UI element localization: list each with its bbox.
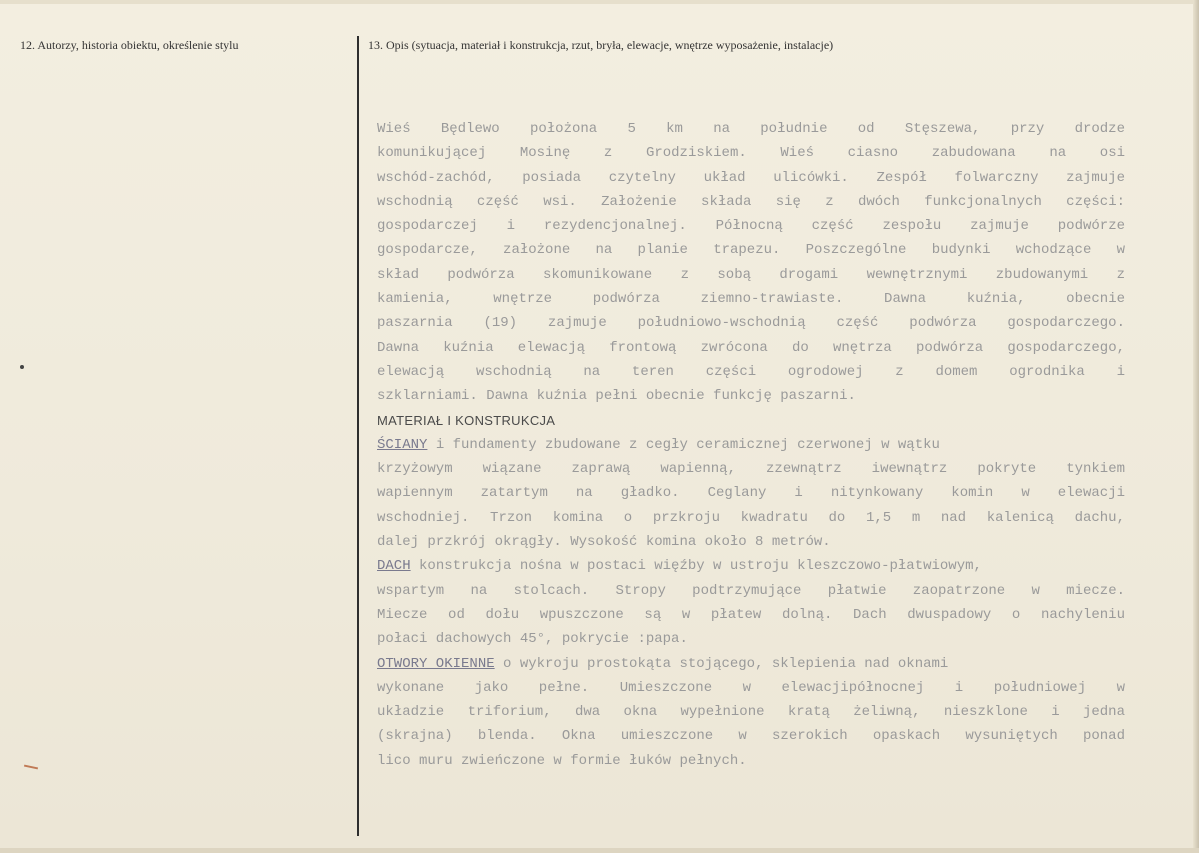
text-fragment: i fundamenty zbudowane z cegły ceramicznej czerwonej w wątku — [427, 436, 940, 453]
keyword-windows: OTWORY OKIENNE — [377, 655, 495, 672]
text-line: Wieś Będlewo położona 5 km na południe od Stęszewa, przy drodze — [377, 121, 1125, 137]
field-13-label: 13. Opis (sytuacja, materiał i konstrukcja, rzut, bryła, elewacje, wnętrze wyposażenie, instalacje) — [368, 38, 834, 52]
text-line: skład podwórza skomunikowane z sobą drogami wewnętrznymi zbudowanymi z — [377, 266, 1125, 283]
paper-edge-bottom — [0, 848, 1199, 853]
keyword-walls: ŚCIANY — [377, 436, 428, 453]
keyword-roof: DACH — [377, 558, 411, 575]
text-line: krzyżowym wiązane zaprawą wapienną, zzewnątrz iwewnątrz pokryte tynkiem — [377, 461, 1125, 478]
text-line: szklarniami. Dawna kuźnia pełni obecnie funkcję paszarni. — [377, 388, 856, 405]
text-line: wykonane jako pełne. Umieszczone w elewacjipółnocnej i południowej w — [377, 679, 1125, 696]
text-fragment: o wykroju prostokąta stojącego, sklepienia nad oknami — [494, 655, 949, 672]
paper-edge-top — [0, 0, 1199, 4]
text-line: gospodarczej i rezydencjonalnej. Północną część zespołu zajmuje podwórze — [377, 218, 1125, 235]
text-line: paszarnia (19) zajmuje południowo-wschodnią część podwórza gospodarczego. — [377, 315, 1125, 332]
text-line: wspartym na stolcach. Stropy podtrzymujące płatwie zaopatrzone w miecze. — [377, 582, 1125, 599]
text-line: elewacją wschodnią na teren części ogrodowej z domem ogrodnika i — [377, 363, 1125, 380]
text-line — [377, 554, 1125, 578]
description-text — [377, 117, 1125, 773]
text-line: kamienia, wnętrze podwórza ziemno-trawiaste. Dawna kuźnia, obecnie — [377, 291, 1125, 308]
pencil-mark — [24, 765, 38, 770]
text-line: komunikującej Mosinę z Grodziskiem. Wieś ciasno zabudowana na osi — [377, 145, 1125, 162]
text-line: lico muru zwieńczone w formie łuków pełnych. — [377, 752, 747, 769]
text-line: układzie triforium, dwa okna wypełnione kratą żeliwną, nieszklone i jedna — [377, 704, 1125, 721]
column-divider — [357, 36, 359, 836]
text-line: (skrajna) blenda. Okna umieszczone w szerokich opaskach wysuniętych ponad — [377, 728, 1125, 745]
text-line: dalej przkrój okrągły. Wysokość komina około 8 metrów. — [377, 534, 831, 551]
text-line — [377, 433, 1125, 457]
text-fragment: konstrukcja nośna w postaci więźby w ustroju kleszczowo-płatwiowym, — [410, 558, 982, 575]
text-line — [377, 652, 1125, 676]
field-12-label: 12. Autorzy, historia obiektu, określenie stylu — [20, 38, 239, 52]
text-line: wschodnią część wsi. Założenie składa się z dwóch funkcjonalnych części: — [377, 193, 1125, 210]
text-line: wapiennym zatartym na gładko. Ceglany i nitynkowany komin w elewacji — [377, 485, 1125, 502]
ink-speck — [20, 365, 24, 369]
text-line: połaci dachowych 45°, pokrycie :papa. — [377, 631, 688, 648]
section-heading: MATERIAŁ I KONSTRUKCJA — [377, 412, 556, 428]
text-line: Dawna kuźnia elewacją frontową zwrócona do wnętrza podwórza gospodarczego, — [377, 339, 1125, 356]
text-line: Miecze od dołu wpuszczone są w płatew dolną. Dach dwuspadowy o nachyleniu — [377, 606, 1125, 623]
paper-edge-right — [1193, 0, 1199, 853]
text-line: wschód-zachód, posiada czytelny układ ulicówki. Zespół folwarczny zajmuje — [377, 169, 1125, 186]
text-line: gospodarcze, założone na planie trapezu. Poszczególne budynki wchodzące w — [377, 242, 1125, 259]
text-line: wschodniej. Trzon komina o przkroju kwadratu do 1,5 m nad kalenicą dachu, — [377, 509, 1125, 526]
